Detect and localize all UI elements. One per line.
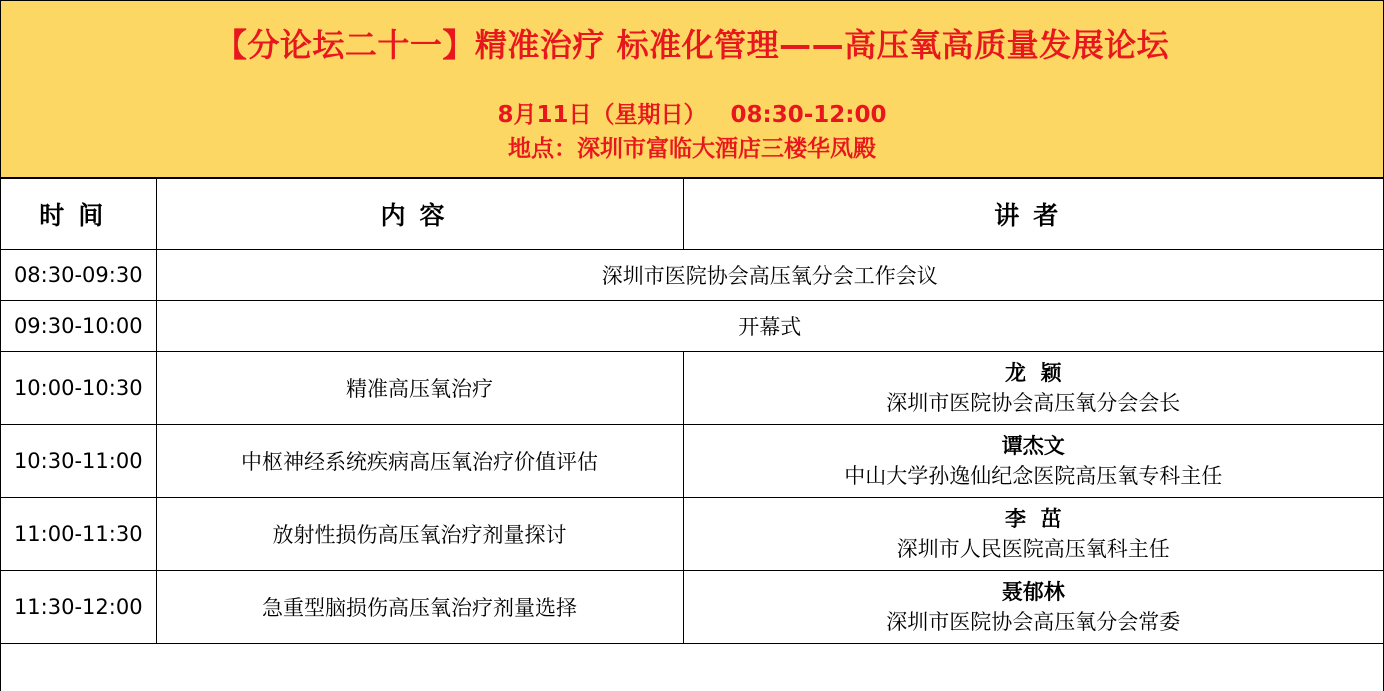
time-cell: 08:30-09:30 (1, 250, 156, 301)
schedule-table (1, 178, 1383, 644)
content-cell: 中枢神经系统疾病高压氧治疗价值评估 (156, 425, 683, 498)
speaker-title: 中山大学孙逸仙纪念医院高压氧专科主任 (844, 463, 1223, 488)
forum-location: 地点：深圳市富临大酒店三楼华凤殿 (508, 136, 876, 162)
speaker-title: 深圳市医院协会高压氧分会会长 (886, 390, 1181, 415)
speaker-name: 聂郁林 (1001, 579, 1065, 604)
time-cell: 10:00-10:30 (1, 352, 156, 425)
speaker-cell (683, 425, 1383, 498)
time-cell: 09:30-10:00 (1, 301, 156, 352)
content-cell: 开幕式 (156, 301, 1383, 352)
table-row (1, 301, 1383, 352)
table-header-row (1, 179, 1383, 250)
forum-header (1, 0, 1383, 178)
speaker-title: 深圳市医院协会高压氧分会常委 (886, 609, 1181, 634)
column-header-speaker: 讲者 (683, 179, 1383, 250)
table-row (1, 571, 1383, 644)
column-header-time: 时间 (1, 179, 156, 250)
table-row (1, 250, 1383, 301)
speaker-cell (683, 571, 1383, 644)
speaker-name: 李 茁 (1004, 506, 1062, 531)
time-cell: 11:00-11:30 (1, 498, 156, 571)
table-row (1, 352, 1383, 425)
speaker-cell (683, 352, 1383, 425)
forum-title: 【分论坛二十一】精准治疗 标准化管理——高压氧高质量发展论坛 (214, 26, 1170, 64)
content-cell: 深圳市医院协会高压氧分会工作会议 (156, 250, 1383, 301)
forum-date-time: 8月11日（星期日） 08:30-12:00 (497, 102, 887, 128)
time-cell: 11:30-12:00 (1, 571, 156, 644)
speaker-name: 龙 颖 (1004, 360, 1062, 385)
table-row (1, 498, 1383, 571)
content-cell: 放射性损伤高压氧治疗剂量探讨 (156, 498, 683, 571)
content-cell: 精准高压氧治疗 (156, 352, 683, 425)
column-header-content: 内容 (156, 179, 683, 250)
speaker-name: 谭杰文 (1001, 433, 1065, 458)
table-row (1, 425, 1383, 498)
speaker-title: 深圳市人民医院高压氧科主任 (896, 536, 1170, 561)
content-cell: 急重型脑损伤高压氧治疗剂量选择 (156, 571, 683, 644)
time-cell: 10:30-11:00 (1, 425, 156, 498)
speaker-cell (683, 498, 1383, 571)
